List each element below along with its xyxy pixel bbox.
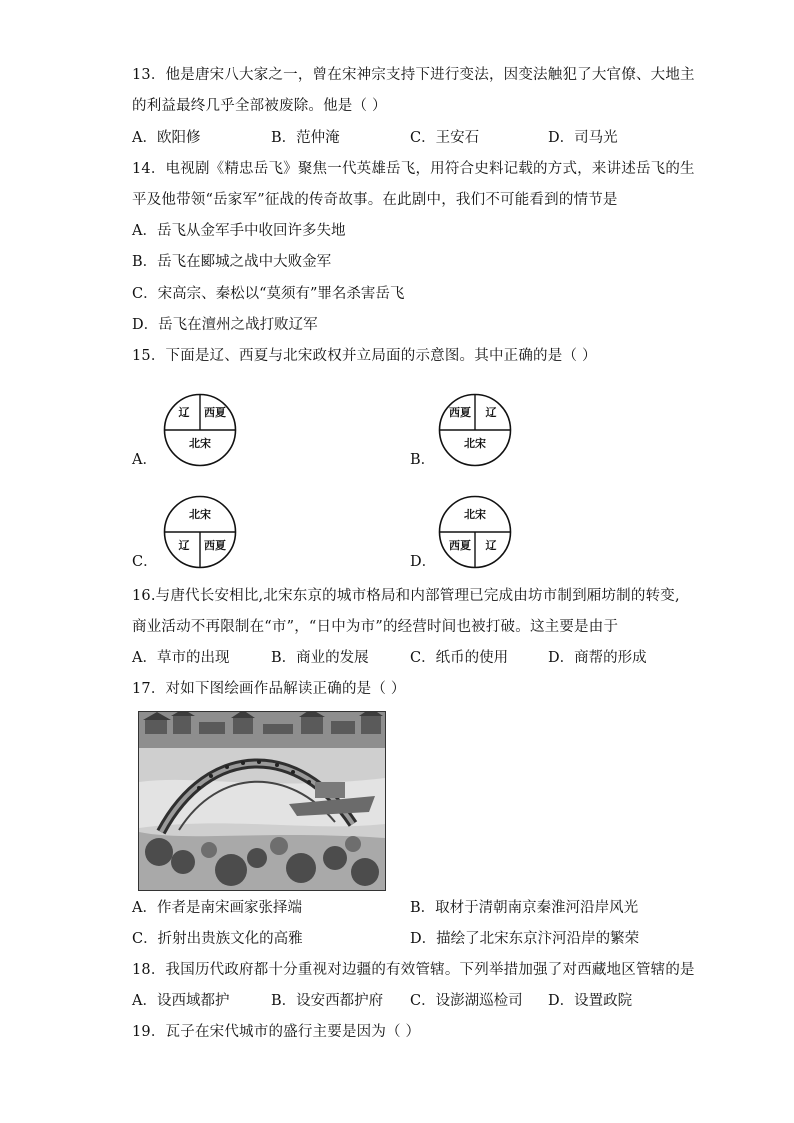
q15-diagram-a[interactable]	[162, 392, 238, 468]
q15-diagram-c[interactable]	[162, 494, 238, 570]
q16-stem-line2: 商业活动不再限制在“市”，“日中为市”的经营时间也被打破。这主要是由于	[132, 619, 619, 635]
q18-option-c[interactable]: C．设澎湖巡检司	[410, 993, 523, 1009]
diagram-c-xixia: 西夏	[204, 539, 226, 552]
q17-option-d[interactable]: D．描绘了北宋东京汴河沿岸的繁荣	[410, 931, 640, 947]
q17-option-c[interactable]: C．折射出贵族文化的高雅	[132, 931, 303, 947]
q14-option-a[interactable]: A．岳飞从金军手中收回许多失地	[132, 223, 346, 239]
diagram-a-liao: 辽	[178, 406, 190, 419]
q15-option-a-label[interactable]: A．	[132, 452, 157, 468]
q16-option-b[interactable]: B．商业的发展	[271, 650, 369, 666]
q14-option-b[interactable]: B．岳飞在郾城之战中大败金军	[132, 254, 332, 270]
q16-option-c[interactable]: C．纸币的使用	[410, 650, 509, 666]
q18-option-b[interactable]: B．设安西都护府	[271, 993, 384, 1009]
q14-option-d[interactable]: D．岳飞在澶州之战打败辽军	[132, 317, 318, 333]
q15-stem: 15．下面是辽、西夏与北宋政权并立局面的示意图。其中正确的是（ ）	[132, 348, 597, 364]
q15-diagram-b[interactable]	[437, 392, 513, 468]
q19-stem: 19．瓦子在宋代城市的盛行主要是因为（ ）	[132, 1024, 421, 1040]
q17-stem: 17．对如下图绘画作品解读正确的是（ ）	[132, 681, 406, 697]
q15-option-c-label[interactable]: C．	[132, 554, 158, 570]
diagram-b-beisong: 北宋	[464, 437, 486, 450]
q13-option-a[interactable]: A．欧阳修	[132, 130, 201, 146]
q15-option-b-label[interactable]: B．	[410, 452, 436, 468]
diagram-b-liao: 辽	[485, 406, 497, 419]
q13-option-c[interactable]: C．王安石	[410, 130, 480, 146]
q18-option-a[interactable]: A．设西域都护	[132, 993, 230, 1009]
q16-option-a[interactable]: A．草市的出现	[132, 650, 230, 666]
diagram-d-liao: 辽	[485, 539, 497, 552]
q13-stem-line2: 的利益最终几乎全部被废除。他是（ ）	[132, 98, 387, 114]
q17-option-a[interactable]: A．作者是南宋画家张择端	[132, 900, 302, 916]
q16-option-d[interactable]: D．商帮的形成	[548, 650, 647, 666]
diagram-a-beisong: 北宋	[189, 437, 211, 450]
q17-option-b[interactable]: B．取材于清朝南京秦淮河沿岸风光	[410, 900, 639, 916]
diagram-c-beisong: 北宋	[189, 508, 211, 521]
qingming-painting-image	[138, 711, 386, 891]
q18-option-d[interactable]: D．设置政院	[548, 993, 633, 1009]
q14-option-c[interactable]: C．宋高宗、秦松以“莫须有”罪名杀害岳飞	[132, 286, 405, 302]
q13-option-b[interactable]: B．范仲淹	[271, 130, 340, 146]
diagram-c-liao: 辽	[178, 539, 190, 552]
diagram-d-beisong: 北宋	[464, 508, 486, 521]
diagram-d-xixia: 西夏	[449, 539, 471, 552]
q18-stem: 18．我国历代政府都十分重视对边疆的有效管辖。下列举措加强了对西藏地区管辖的是	[132, 962, 695, 978]
q13-option-d[interactable]: D．司马光	[548, 130, 618, 146]
q14-stem-line2: 平及他带领“岳家军”征战的传奇故事。在此剧中，我们不可能看到的情节是	[132, 192, 618, 208]
q16-stem-line1: 16.与唐代长安相比,北宋东京的城市格局和内部管理已完成由坊市制到厢坊制的转变,	[132, 588, 680, 604]
diagram-a-xixia: 西夏	[204, 406, 226, 419]
q15-diagram-d[interactable]	[437, 494, 513, 570]
q13-stem-line1: 13．他是唐宋八大家之一，曾在宋神宗支持下进行变法，因变法触犯了大官僚、大地主	[132, 67, 695, 83]
q14-stem-line1: 14．电视剧《精忠岳飞》聚焦一代英雄岳飞，用符合史料记载的方式，来讲述岳飞的生	[132, 161, 695, 177]
diagram-b-xixia: 西夏	[449, 406, 471, 419]
q15-option-d-label[interactable]: D．	[410, 554, 437, 570]
